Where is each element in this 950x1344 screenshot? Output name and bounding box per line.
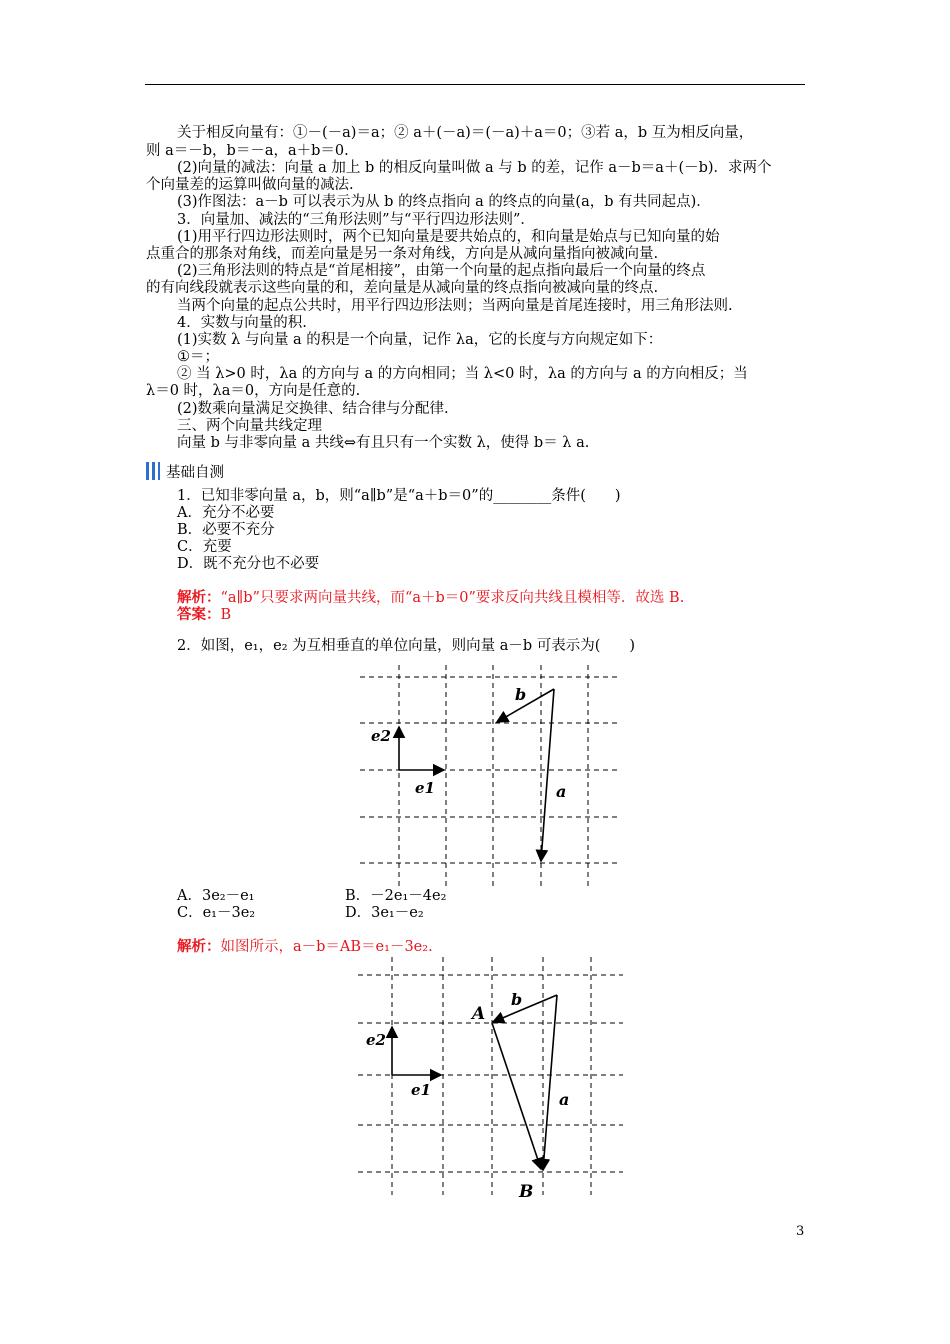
label-e2: e2 <box>366 1031 386 1049</box>
label-a: a <box>559 1090 570 1109</box>
label-b: b <box>515 685 527 704</box>
option-2d: D．3e₁－e₂ <box>345 905 424 921</box>
text-line: (2)三角形法则的特点是“首尾相接”，由第一个向量的起点指向最后一个向量的终点 <box>177 263 706 279</box>
page-number: 3 <box>796 1224 805 1239</box>
label-a: a <box>556 782 567 801</box>
a-vector <box>543 995 557 1170</box>
grid <box>360 665 620 887</box>
heading-bar-icon <box>146 462 149 480</box>
label-point-b: B <box>519 1182 534 1202</box>
text-line: 点重合的那条对角线，而差向量是另一条对角线，方向是从减向量指向被减向量. <box>146 246 659 262</box>
b-vector <box>493 995 557 1022</box>
answer-label: 答案： <box>177 606 221 623</box>
solution-2 <box>177 938 433 956</box>
text-line: 当两个向量的起点公共时，用平行四边形法则；当两向量是首尾连接时，用三角形法则. <box>177 298 733 314</box>
label-e1: e1 <box>411 1081 431 1099</box>
text-line: 的有向线段就表示这些向量的和，差向量是从减向量的终点指向被减向量的终点. <box>146 280 659 296</box>
section-heading <box>146 462 286 482</box>
option-2a: A．3e₂－e₁ <box>177 888 255 904</box>
header-rule <box>145 84 805 85</box>
option-1d: D．既不充分也不必要 <box>177 556 320 572</box>
option-1b: B．必要不充分 <box>177 522 275 538</box>
heading-bar-icon <box>158 462 160 480</box>
text-line: (3)作图法：a－b 可以表示为从 b 的终点指向 a 的终点的向量(a，b 有共同起点)． <box>177 194 711 210</box>
label-e2: e2 <box>371 727 391 745</box>
option-2b: B．－2e₁－4e₂ <box>345 888 447 904</box>
text-line: ② 当 λ>0 时，λa 的方向与 a 的方向相同；当 λ<0 时，λa 的方向与 a 的方向相反；当 <box>177 366 748 382</box>
grid <box>358 957 623 1195</box>
solution-label: 解析： <box>177 938 221 955</box>
text-line: (2)数乘向量满足交换律、结合律与分配律. <box>177 401 449 417</box>
vector-figure-2 <box>355 955 627 1203</box>
text-line: λ＝0 时，λa＝0，方向是任意的. <box>146 383 361 399</box>
label-b: b <box>511 990 523 1009</box>
text-line: 关于相反向量有：①－(－a)＝a；② a＋(－a)＝(－a)＋a＝0；③若 a，b 互为相反向量， <box>177 125 754 141</box>
text-line: 向量 b 与非零向量 a 共线⇔有且只有一个实数 λ，使得 b＝ λ a. <box>177 435 590 451</box>
question-2: 2．如图，e₁，e₂ 为互相垂直的单位向量，则向量 a－b 可表示为( ) <box>177 638 636 654</box>
text-line: (1)实数 λ 与向量 a 的积是一个向量，记作 λa，它的长度与方向规定如下： <box>177 332 663 348</box>
question-1: 1．已知非零向量 a，b，则“a∥b”是“a＋b＝0”的________条件( ) <box>177 488 621 504</box>
text-line: 3．向量加、减法的“三角形法则”与“平行四边形法则”． <box>177 212 535 228</box>
text-line: 三、两个向量共线定理 <box>177 418 322 434</box>
section-title: 基础自测 <box>166 465 224 481</box>
solution-text: “a∥b”只要求两向量共线，而“a＋b＝0”要求反向共线且模相等．故选 B. <box>220 590 685 606</box>
solution-1 <box>177 589 684 607</box>
a-vector <box>541 689 554 861</box>
option-2c: C．e₁－3e₂ <box>177 905 256 921</box>
option-1c: C．充要 <box>177 539 232 555</box>
solution-text: 如图所示，a－b＝AB＝e₁－3e₂. <box>220 939 433 955</box>
text-line: 则 a＝－b，b＝－a，a＋b＝0. <box>146 143 349 159</box>
text-line: (1)用平行四边形法则时，两个已知向量是要共始点的，和向量是始点与已知向量的始 <box>177 229 720 245</box>
text-line: ①＝； <box>177 349 219 365</box>
ab-vector <box>492 1023 541 1169</box>
answer-text: B <box>220 607 232 623</box>
vector-figure-1 <box>355 663 625 893</box>
solution-label: 解析： <box>177 589 221 606</box>
text-line: 4．实数与向量的积. <box>177 315 307 331</box>
text-line: (2)向量的减法：向量 a 加上 b 的相反向量叫做 a 与 b 的差，记作 a－b＝a＋(－b)．求两个 <box>177 160 772 176</box>
heading-bar-icon <box>152 462 155 480</box>
label-e1: e1 <box>415 779 435 797</box>
label-point-a: A <box>472 1004 486 1024</box>
text-line: 个向量差的运算叫做向量的减法. <box>146 177 354 193</box>
option-1a: A．充分不必要 <box>177 505 275 521</box>
answer-1 <box>177 606 231 624</box>
